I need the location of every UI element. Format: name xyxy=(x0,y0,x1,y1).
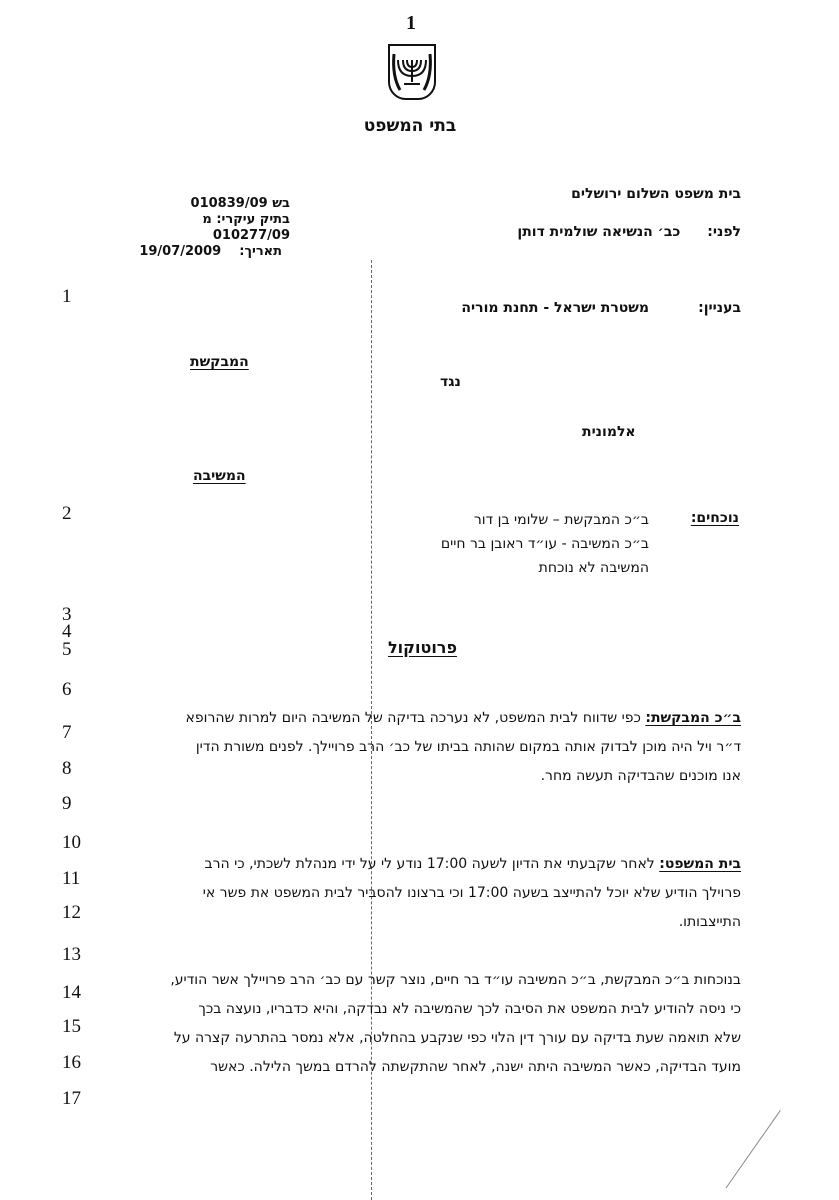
case-number: 010839/09 xyxy=(190,196,268,211)
state-emblem-menorah-icon xyxy=(388,44,436,100)
line-number: 10 xyxy=(62,832,81,853)
paragraph-applicant-counsel: ב״כ המבקשת: כפי שדווח לבית המשפט, לא נערכה בדיקה של המשיבה היום למרות שהרופא ד״ר ויל היה מוכן לבדוק אותה במקום שהותה בביתו של כב׳ הרב פרויילך. לפנים משורת הדין אנו מוכנים שהבדיקה תעשה מחר. xyxy=(185,710,741,784)
present-label: נוכחים: xyxy=(690,510,739,526)
paragraph-court: בית המשפט: לאחר שקבעתי את הדיון לשעה 17:00 נודע לי על ידי מנהלת לשכתי, כי הרב פרוילך הודיע שלא יוכל להתייצב בשעה 17:00 וכי ברצונו להסביר לבית המשפט את פשר אי התייצבותו. xyxy=(202,856,741,930)
line-number: 8 xyxy=(62,758,72,779)
line-number: 2 xyxy=(62,503,72,524)
speaker-label: ב״כ המבקשת: xyxy=(645,710,741,726)
main-file-number: 010277/09 xyxy=(212,228,290,243)
line-number: 4 xyxy=(62,621,72,642)
applicant-name: משטרת ישראל - תחנת מוריה xyxy=(461,300,649,316)
judge-name: כב׳ הנשיאה שולמית דותן xyxy=(517,224,681,240)
case-meta xyxy=(130,196,290,260)
line-number: 15 xyxy=(62,1016,81,1037)
line-number: 3 xyxy=(62,604,72,625)
line-number: 11 xyxy=(62,868,81,889)
case-number-row: בש 010839/09 xyxy=(190,196,290,211)
present-item: ב״כ המשיבה - עו״ד ראובן בר חיים xyxy=(440,536,649,552)
judge-row xyxy=(481,224,741,240)
speaker-label: בית המשפט: xyxy=(659,856,741,872)
court-name: בית משפט השלום ירושלים xyxy=(571,186,741,202)
line-number: 16 xyxy=(62,1052,81,1073)
present-item: ב״כ המבקשת – שלומי בן דור xyxy=(473,512,649,528)
line-number: 17 xyxy=(62,1088,81,1109)
paragraph-continued: בנוכחות ב״כ המבקשת, ב״כ המשיבה עו״ד בר חיים, נוצר קשר עם כב׳ הרב פרויילך אשר הודיע, כי ניסה להודיע לבית המשפט את הסיבה לכך שהמשיבה לא נבדקה, והיא כדבריו, נועצה בכך שלא תואמה שעת בדיקה עם עורך דין הלוי כפי שנקבע בהחלטה, אלא נמסר בהתרעה קצרה על מועד הבדיקה, כאשר המשיבה היתה ישנה, לאחר שהתקשתה להרדם במשך הלילה. כאשר xyxy=(170,972,741,1075)
present-item: המשיבה לא נוכחת xyxy=(538,560,649,576)
versus-label: נגד xyxy=(440,374,461,390)
protocol-title: פרוטוקול xyxy=(388,638,457,657)
case-date: 19/07/2009 xyxy=(139,244,222,259)
line-number: 6 xyxy=(62,679,72,700)
line-number: 5 xyxy=(62,639,72,660)
respondent-role: המשיבה xyxy=(193,468,246,484)
header-title: בתי המשפט xyxy=(363,116,457,136)
before-label: לפני: xyxy=(707,224,741,240)
line-number: 9 xyxy=(62,793,72,814)
applicant-role: המבקשת xyxy=(190,354,249,370)
line-number: 7 xyxy=(62,722,72,743)
scan-artifact-line xyxy=(726,1110,781,1188)
present-list xyxy=(441,508,649,580)
respondent-name: אלמונית xyxy=(582,424,636,440)
line-number: 1 xyxy=(62,286,72,307)
page-number-top: 1 xyxy=(406,12,416,34)
line-number: 13 xyxy=(62,944,81,965)
line-number: 14 xyxy=(62,982,81,1003)
date-row: תאריך: 19/07/2009 xyxy=(139,244,282,259)
line-number: 12 xyxy=(62,902,81,923)
main-file-row: בתיק עיקרי: מ 010277/09 xyxy=(202,212,290,243)
matter-label: בעניין: xyxy=(698,300,741,316)
